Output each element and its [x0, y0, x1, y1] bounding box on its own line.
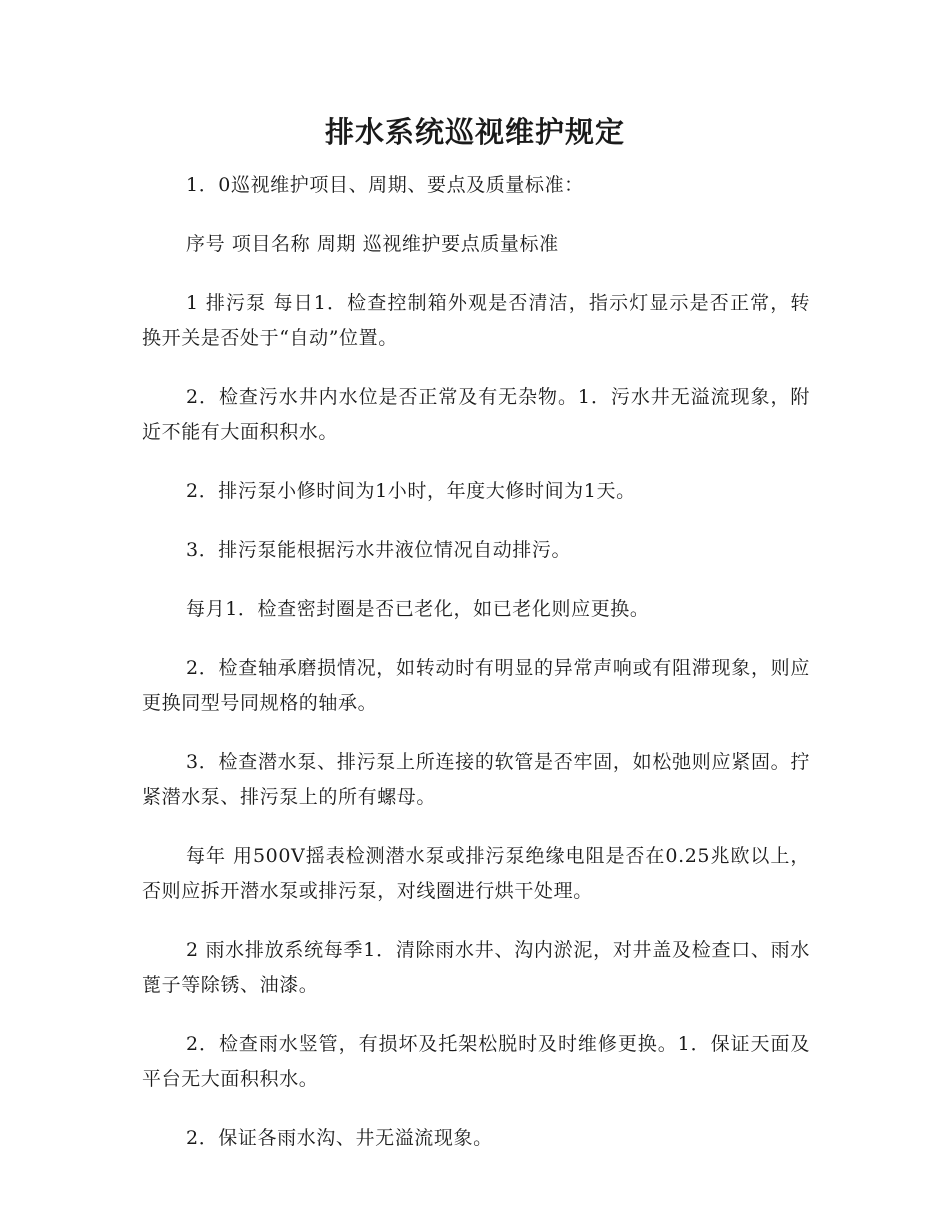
paragraph: 3．排污泵能根据污水井液位情况自动排污。 [186, 539, 572, 561]
paragraph: 每月1．检查密封圈是否已老化，如已老化则应更换。 [186, 598, 650, 620]
paragraph: 2 雨水排放系统每季1．清除雨水井、沟内淤泥，对井盖及检查口、雨水蓖子等除锈、油漆。 [142, 939, 810, 996]
paragraph: 3．检查潜水泵、排污泵上所连接的软管是否牢固，如松弛则应紧固。拧紧潜水泵、排污泵上的所有螺母。 [142, 751, 810, 808]
paragraph: 2．排污泵小修时间为1小时，年度大修时间为1天。 [186, 480, 636, 502]
paragraph: 1．0巡视维护项目、周期、要点及质量标准： [186, 174, 584, 196]
paragraph: 每年 用500V摇表检测潜水泵或排污泵绝缘电阻是否在0.25兆欧以上，否则应拆开潜水泵或排污泵，对线圈进行烘干处理。 [142, 845, 810, 902]
paragraph: 序号 项目名称 周期 巡视维护要点质量标准 [186, 233, 559, 255]
paragraph: 2．检查污水井内水位是否正常及有无杂物。1．污水井无溢流现象，附近不能有大面积积水。 [142, 386, 810, 443]
document-body [142, 168, 810, 1180]
paragraph: 1 排污泵 每日1．检查控制箱外观是否清洁，指示灯显示是否正常，转换开关是否处于“自动”位置。 [142, 292, 810, 349]
document-title: 排水系统巡视维护规定 [324, 115, 625, 149]
paragraph: 2．检查雨水竖管，有损坏及托架松脱时及时维修更换。1．保证天面及平台无大面积积水。 [142, 1033, 810, 1090]
paragraph: 2．检查轴承磨损情况，如转动时有明显的异常声响或有阻滞现象，则应更换同型号同规格的轴承。 [142, 657, 810, 714]
paragraph: 2．保证各雨水沟、井无溢流现象。 [186, 1127, 493, 1149]
